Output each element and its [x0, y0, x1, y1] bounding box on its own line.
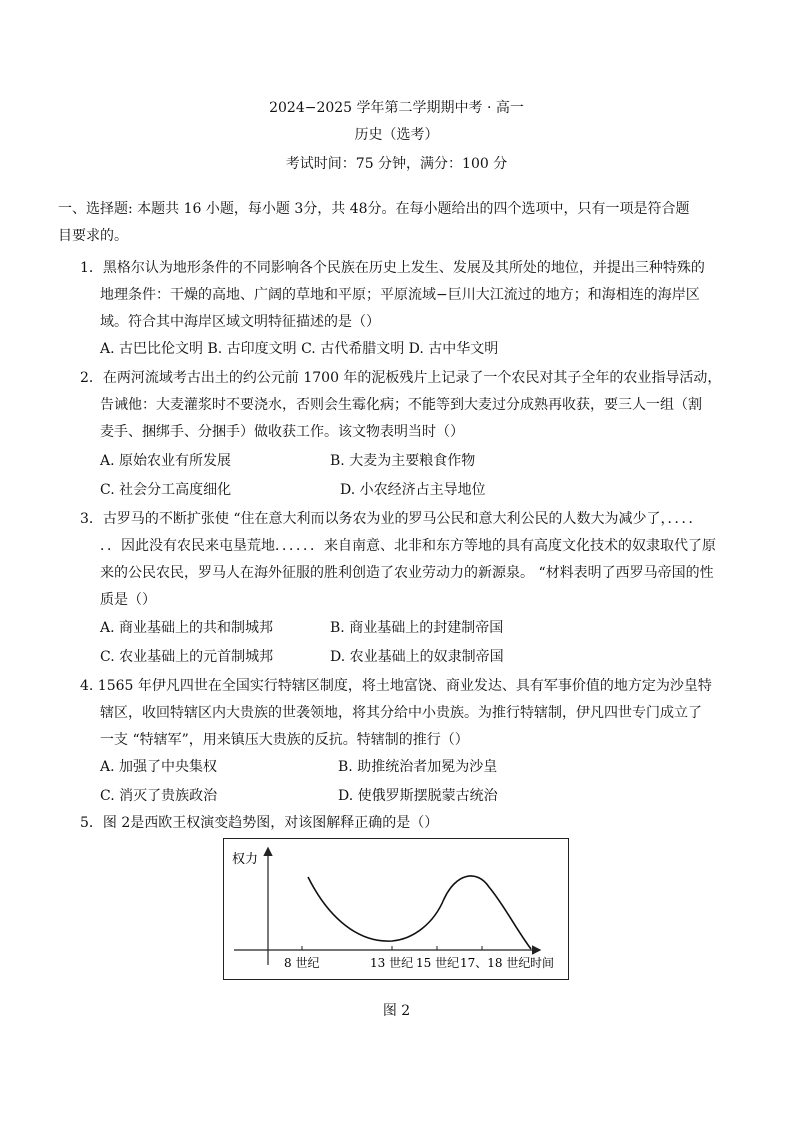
question-4-option-b[interactable]: B. 助推统治者加冕为沙皇	[338, 759, 498, 775]
question-2-line-1: 2．在两河流域考古出土的约公元前 1700 年的泥板残片上记录了一个农民对其子全年的农业指导活动，	[80, 370, 722, 386]
exam-title: 2024−2025 学年第二学期期中考 · 高一	[269, 100, 524, 116]
tick-label-13th-century: 13 世纪	[370, 956, 414, 970]
tick-label-15th-century: 15 世纪	[416, 956, 460, 970]
question-4-option-a[interactable]: A. 加强了中央集权	[100, 759, 218, 775]
question-4-line-1: 4. 1565 年伊凡四世在全国实行特辖区制度，将土地富饶、商业发达、具有军事价值的地方定为沙皇特	[80, 678, 712, 694]
tick-label-17-18th-century: 17、18 世纪	[460, 956, 531, 970]
x-axis-label: 时间	[530, 956, 555, 970]
question-2-line-3: 麦手、捆绑手、分捆手）做收获工作。该文物表明当时（）	[100, 424, 464, 440]
question-2-option-b[interactable]: B. 大麦为主要粮食作物	[330, 453, 476, 469]
y-axis-label: 权力	[232, 852, 259, 867]
question-2-option-c[interactable]: C. 社会分工高度细化	[100, 482, 232, 498]
power-trend-curve	[308, 876, 531, 949]
figure-caption: 图 2	[382, 1003, 411, 1019]
figure-2-chart	[223, 838, 569, 980]
question-3-option-c[interactable]: C. 农业基础上的元首制城邦	[100, 649, 274, 665]
question-1-line-1: 1．黑格尔认为地形条件的不同影响各个民族在历史上发生、发展及其所处的地位，并提出三种特殊的	[80, 260, 705, 276]
question-3-line-4: 质是（）	[100, 592, 156, 608]
question-1-line-3: 域。符合其中海岸区域文明特征描述的是（）	[100, 314, 380, 330]
question-4-option-d[interactable]: D. 使俄罗斯摆脱蒙古统治	[338, 788, 498, 804]
question-2-option-a[interactable]: A. 原始农业有所发展	[100, 453, 232, 469]
question-2-option-d[interactable]: D. 小农经济占主导地位	[340, 482, 486, 498]
exam-subject: 历史（选考）	[354, 127, 439, 143]
question-3-line-1: 3．古罗马的不断扩张使 “住在意大利而以务农为业的罗马公民和意大利公民的人数大为减少了，．．．．	[80, 511, 703, 527]
question-4-line-2: 辖区，收回特辖区内大贵族的世袭领地，将其分给中小贵族。为推行特辖制，伊凡四世专门成立了	[100, 705, 702, 721]
question-5-line-1: 5．图 2是西欧王权演变趋势图，对该图解释正确的是（）	[80, 815, 439, 831]
question-1-options[interactable]: A. 古巴比伦文明 B. 古印度文明 C. 古代希腊文明 D. 古中华文明	[100, 341, 499, 357]
question-3-option-b[interactable]: B. 商业基础上的封建制帝国	[330, 620, 504, 636]
question-3-line-2: ．．因此没有农民来屯垦荒地．．．．．．来自南意、北非和东方等地的具有高度文化技术的奴隶取代了原	[100, 538, 716, 554]
question-3-option-d[interactable]: D. 农业基础上的奴隶制帝国	[330, 649, 504, 665]
exam-info: 考试时间：75 分钟，满分：100 分	[285, 156, 508, 172]
section-heading-line2: 目要求的。	[58, 228, 128, 244]
tick-label-8th-century: 8 世纪	[284, 956, 320, 970]
power-trend-chart-svg	[224, 839, 568, 979]
question-3-option-a[interactable]: A. 商业基础上的共和制城邦	[100, 620, 274, 636]
question-3-line-3: 来的公民农民，罗马人在海外征服的胜利创造了农业劳动力的新源泉。 “材料表明了西罗马帝国的性	[100, 565, 714, 581]
section-heading-line1: 一、选择题: 本题共 16 小题，每小题 3分，共 48分。在每小题给出的四个选项中，只有一项是符合题	[58, 201, 690, 217]
question-4-option-c[interactable]: C. 消灭了贵族政治	[100, 788, 218, 804]
question-4-line-3: 一支 “特辖军”，用来镇压大贵族的反抗。特辖制的推行（）	[100, 732, 469, 748]
question-1-line-2: 地理条件：干燥的高地、广阔的草地和平原；平原流域−巨川大江流过的地方；和海相连的海岸区	[100, 287, 700, 303]
question-2-line-2: 告诫他：大麦灌浆时不要浇水，否则会生霉化病；不能等到大麦过分成熟再收获，要三人一组（割	[100, 397, 702, 413]
